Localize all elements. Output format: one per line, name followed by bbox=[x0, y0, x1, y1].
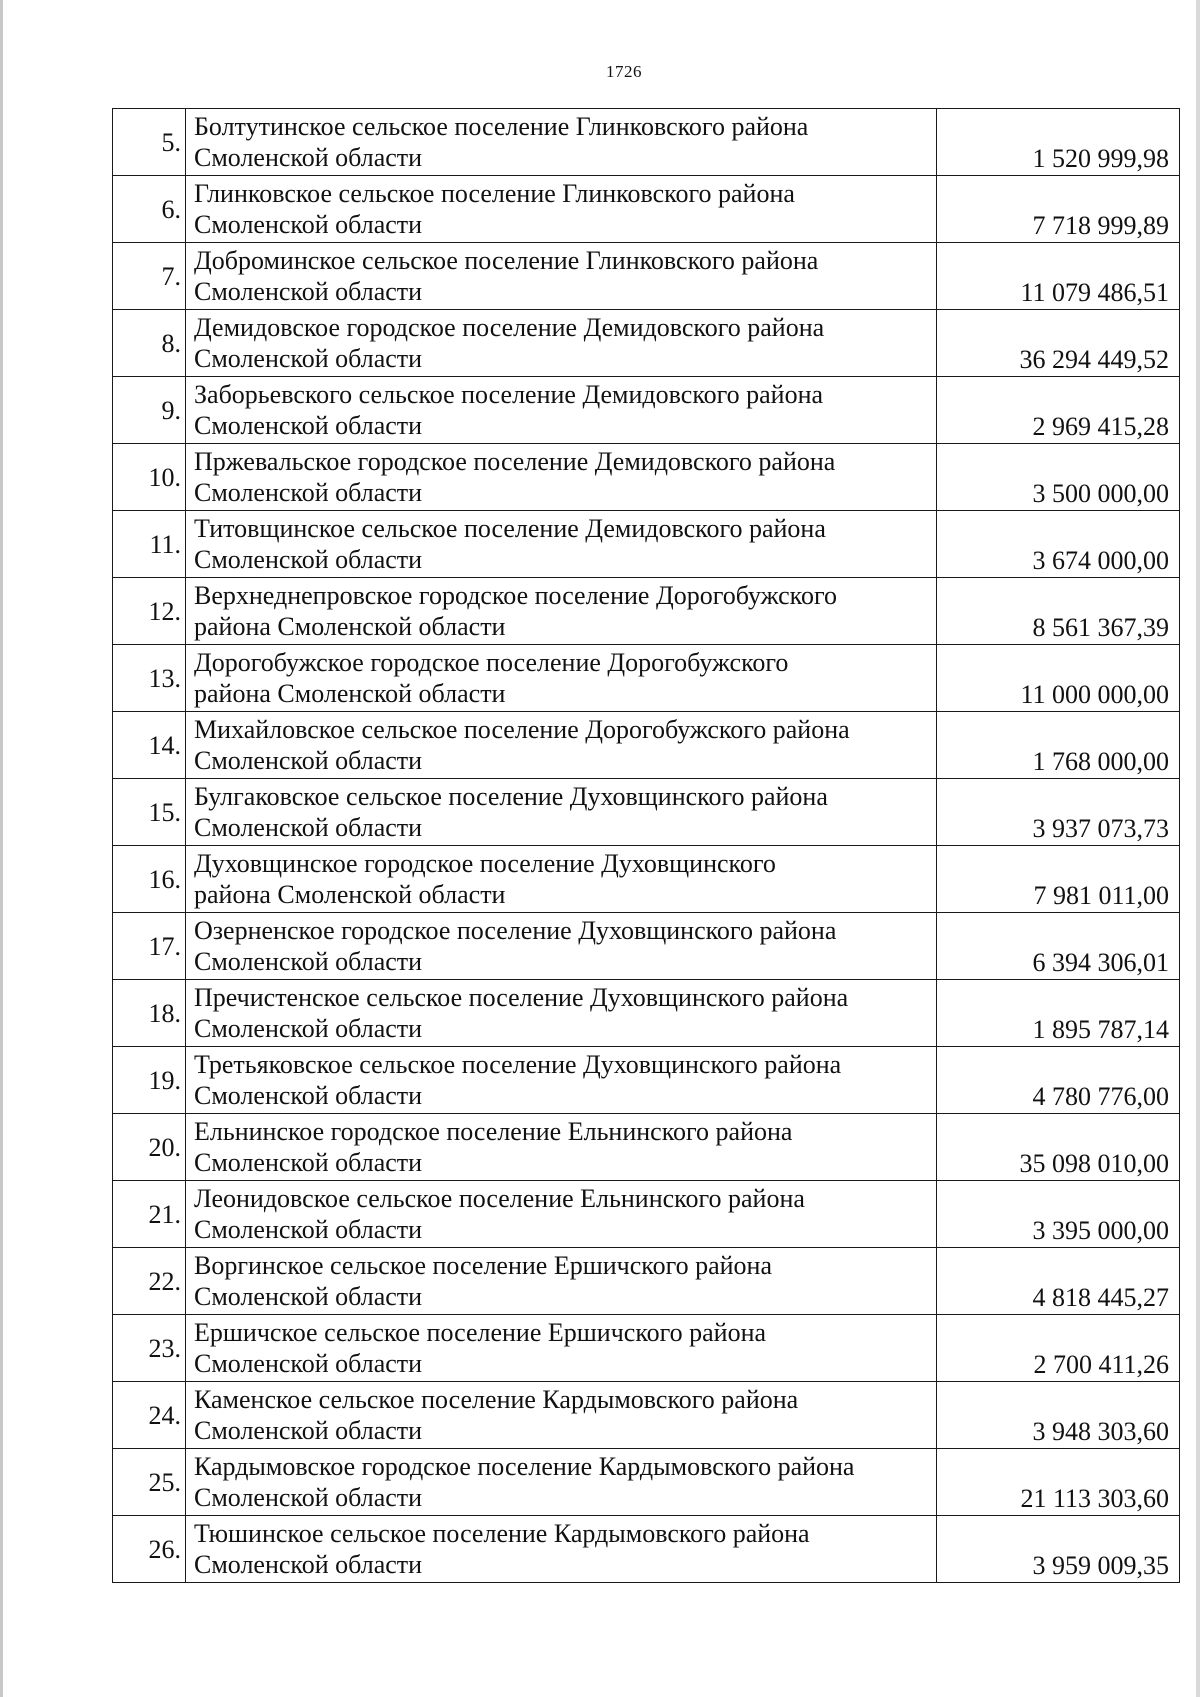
settlement-name-cell bbox=[186, 980, 937, 1047]
amount-cell: 2 969 415,28 bbox=[937, 377, 1180, 444]
table-row bbox=[113, 1516, 1180, 1583]
row-number: 18. bbox=[113, 980, 186, 1047]
amount-cell: 3 500 000,00 bbox=[937, 444, 1180, 511]
table-row bbox=[113, 1181, 1180, 1248]
settlement-name-line-2: Смоленской области bbox=[194, 143, 423, 172]
table-row bbox=[113, 176, 1180, 243]
settlement-name-line-2: Смоленской области bbox=[194, 344, 423, 373]
table-row bbox=[113, 1114, 1180, 1181]
amount-cell: 7 981 011,00 bbox=[937, 846, 1180, 913]
table-row bbox=[113, 578, 1180, 645]
table-row bbox=[113, 1449, 1180, 1516]
table-row bbox=[113, 913, 1180, 980]
settlement-name-cell bbox=[186, 1516, 937, 1583]
settlement-name-line-1: Дорогобужское городское поселение Дорогобужского bbox=[194, 648, 789, 677]
table-row bbox=[113, 1382, 1180, 1449]
row-number: 15. bbox=[113, 779, 186, 846]
amount-cell: 4 818 445,27 bbox=[937, 1248, 1180, 1315]
amount-cell: 21 113 303,60 bbox=[937, 1449, 1180, 1516]
settlement-name-cell bbox=[186, 712, 937, 779]
settlement-name-line-2: Смоленской области bbox=[194, 1014, 423, 1043]
budget-table bbox=[112, 108, 1180, 1583]
table-row bbox=[113, 1047, 1180, 1114]
settlement-name-line-1: Озерненское городское поселение Духовщинского района bbox=[194, 916, 837, 945]
row-number: 11. bbox=[113, 511, 186, 578]
settlement-name-line-2: Смоленской области bbox=[194, 1483, 423, 1512]
page-number: 1726 bbox=[606, 62, 642, 81]
row-number: 8. bbox=[113, 310, 186, 377]
settlement-name-line-2: Смоленской области bbox=[194, 1215, 423, 1244]
settlement-name-line-2: Смоленской области bbox=[194, 1081, 423, 1110]
settlement-name-line-1: Каменское сельское поселение Кардымовского района bbox=[194, 1385, 799, 1414]
settlement-name-line-2: района Смоленской области bbox=[194, 612, 506, 641]
settlement-name-line-2: района Смоленской области bbox=[194, 880, 506, 909]
settlement-name-line-1: Третьяковское сельское поселение Духовщинского района bbox=[194, 1050, 842, 1079]
table-row bbox=[113, 645, 1180, 712]
amount-cell: 35 098 010,00 bbox=[937, 1114, 1180, 1181]
settlement-name-line-2: Смоленской области bbox=[194, 478, 423, 507]
table-row bbox=[113, 243, 1180, 310]
settlement-name-line-1: Ершичское сельское поселение Ершичского района bbox=[194, 1318, 767, 1347]
settlement-name-line-2: Смоленской области bbox=[194, 947, 423, 976]
row-number: 19. bbox=[113, 1047, 186, 1114]
table-row bbox=[113, 779, 1180, 846]
settlement-name-cell bbox=[186, 1114, 937, 1181]
settlement-name-line-2: Смоленской области bbox=[194, 210, 423, 239]
row-number: 26. bbox=[113, 1516, 186, 1583]
row-number: 21. bbox=[113, 1181, 186, 1248]
row-number: 14. bbox=[113, 712, 186, 779]
settlement-name-line-2: Смоленской области bbox=[194, 545, 423, 574]
table-row bbox=[113, 109, 1180, 176]
amount-cell: 4 780 776,00 bbox=[937, 1047, 1180, 1114]
settlement-name-line-1: Верхнеднепровское городское поселение Дорогобужского bbox=[194, 581, 837, 610]
table-row bbox=[113, 511, 1180, 578]
amount-cell: 3 959 009,35 bbox=[937, 1516, 1180, 1583]
settlement-name-line-1: Леонидовское сельское поселение Ельнинского района bbox=[194, 1184, 805, 1213]
settlement-name-line-1: Заборьевского сельское поселение Демидовского района bbox=[194, 380, 824, 409]
settlement-name-line-2: Смоленской области bbox=[194, 277, 423, 306]
table-row bbox=[113, 444, 1180, 511]
settlement-name-line-2: Смоленской области bbox=[194, 813, 423, 842]
amount-cell: 3 395 000,00 bbox=[937, 1181, 1180, 1248]
row-number: 10. bbox=[113, 444, 186, 511]
amount-cell: 2 700 411,26 bbox=[937, 1315, 1180, 1382]
settlement-name-line-1: Булгаковское сельское поселение Духовщинского района bbox=[194, 782, 828, 811]
settlement-name-cell bbox=[186, 1248, 937, 1315]
settlement-name-line-1: Духовщинское городское поселение Духовщинского bbox=[194, 849, 776, 878]
table-row bbox=[113, 712, 1180, 779]
settlement-name-cell bbox=[186, 511, 937, 578]
row-number: 12. bbox=[113, 578, 186, 645]
table-body bbox=[113, 109, 1180, 1583]
settlement-name-cell bbox=[186, 645, 937, 712]
settlement-name-cell bbox=[186, 913, 937, 980]
amount-cell: 3 937 073,73 bbox=[937, 779, 1180, 846]
settlement-name-line-1: Кардымовское городское поселение Кардымовского района bbox=[194, 1452, 855, 1481]
amount-cell: 11 000 000,00 bbox=[937, 645, 1180, 712]
settlement-name-cell bbox=[186, 779, 937, 846]
row-number: 16. bbox=[113, 846, 186, 913]
row-number: 9. bbox=[113, 377, 186, 444]
row-number: 13. bbox=[113, 645, 186, 712]
settlement-name-line-2: Смоленской области bbox=[194, 1550, 423, 1579]
settlement-name-line-2: Смоленской области bbox=[194, 746, 423, 775]
row-number: 22. bbox=[113, 1248, 186, 1315]
settlement-name-line-1: Болтутинское сельское поселение Глинковского района bbox=[194, 112, 809, 141]
amount-cell: 1 520 999,98 bbox=[937, 109, 1180, 176]
settlement-name-line-2: района Смоленской области bbox=[194, 679, 506, 708]
scan-edge-right bbox=[1196, 0, 1200, 1697]
settlement-name-line-1: Ельнинское городское поселение Ельнинского района bbox=[194, 1117, 793, 1146]
table-row bbox=[113, 1315, 1180, 1382]
table-row bbox=[113, 846, 1180, 913]
settlement-name-cell bbox=[186, 578, 937, 645]
settlement-name-line-1: Пречистенское сельское поселение Духовщинского района bbox=[194, 983, 849, 1012]
settlement-name-line-1: Воргинское сельское поселение Ершичского района bbox=[194, 1251, 772, 1280]
row-number: 20. bbox=[113, 1114, 186, 1181]
settlement-name-cell bbox=[186, 1315, 937, 1382]
settlement-name-cell bbox=[186, 243, 937, 310]
settlement-name-cell bbox=[186, 310, 937, 377]
settlement-name-line-2: Смоленской области bbox=[194, 1349, 423, 1378]
settlement-name-cell bbox=[186, 444, 937, 511]
settlement-name-line-1: Михайловское сельское поселение Дорогобужского района bbox=[194, 715, 850, 744]
amount-cell: 11 079 486,51 bbox=[937, 243, 1180, 310]
table-row bbox=[113, 980, 1180, 1047]
amount-cell: 3 948 303,60 bbox=[937, 1382, 1180, 1449]
settlement-name-line-2: Смоленской области bbox=[194, 411, 423, 440]
amount-cell: 6 394 306,01 bbox=[937, 913, 1180, 980]
settlement-name-line-1: Глинковское сельское поселение Глинковского района bbox=[194, 179, 795, 208]
amount-cell: 3 674 000,00 bbox=[937, 511, 1180, 578]
amount-cell: 1 768 000,00 bbox=[937, 712, 1180, 779]
settlement-name-cell bbox=[186, 1382, 937, 1449]
settlement-name-cell bbox=[186, 846, 937, 913]
row-number: 23. bbox=[113, 1315, 186, 1382]
settlement-name-line-1: Доброминское сельское поселение Глинковского района bbox=[194, 246, 819, 275]
amount-cell: 36 294 449,52 bbox=[937, 310, 1180, 377]
row-number: 7. bbox=[113, 243, 186, 310]
settlement-name-line-1: Пржевальское городское поселение Демидовского района bbox=[194, 447, 836, 476]
row-number: 6. bbox=[113, 176, 186, 243]
settlement-name-cell bbox=[186, 1047, 937, 1114]
settlement-name-cell bbox=[186, 176, 937, 243]
settlement-name-cell bbox=[186, 1449, 937, 1516]
row-number: 5. bbox=[113, 109, 186, 176]
settlement-name-line-2: Смоленской области bbox=[194, 1416, 423, 1445]
scan-edge-left bbox=[0, 0, 3, 1697]
table-row bbox=[113, 310, 1180, 377]
row-number: 17. bbox=[113, 913, 186, 980]
table-row bbox=[113, 377, 1180, 444]
amount-cell: 1 895 787,14 bbox=[937, 980, 1180, 1047]
settlement-name-line-1: Тюшинское сельское поселение Кардымовского района bbox=[194, 1519, 810, 1548]
settlement-name-cell bbox=[186, 377, 937, 444]
settlement-name-line-2: Смоленской области bbox=[194, 1282, 423, 1311]
amount-cell: 8 561 367,39 bbox=[937, 578, 1180, 645]
table-row bbox=[113, 1248, 1180, 1315]
row-number: 24. bbox=[113, 1382, 186, 1449]
settlement-name-cell bbox=[186, 1181, 937, 1248]
settlement-name-line-1: Титовщинское сельское поселение Демидовского района bbox=[194, 514, 826, 543]
amount-cell: 7 718 999,89 bbox=[937, 176, 1180, 243]
row-number: 25. bbox=[113, 1449, 186, 1516]
settlement-name-line-1: Демидовское городское поселение Демидовского района bbox=[194, 313, 825, 342]
settlement-name-line-2: Смоленской области bbox=[194, 1148, 423, 1177]
settlement-name-cell bbox=[186, 109, 937, 176]
